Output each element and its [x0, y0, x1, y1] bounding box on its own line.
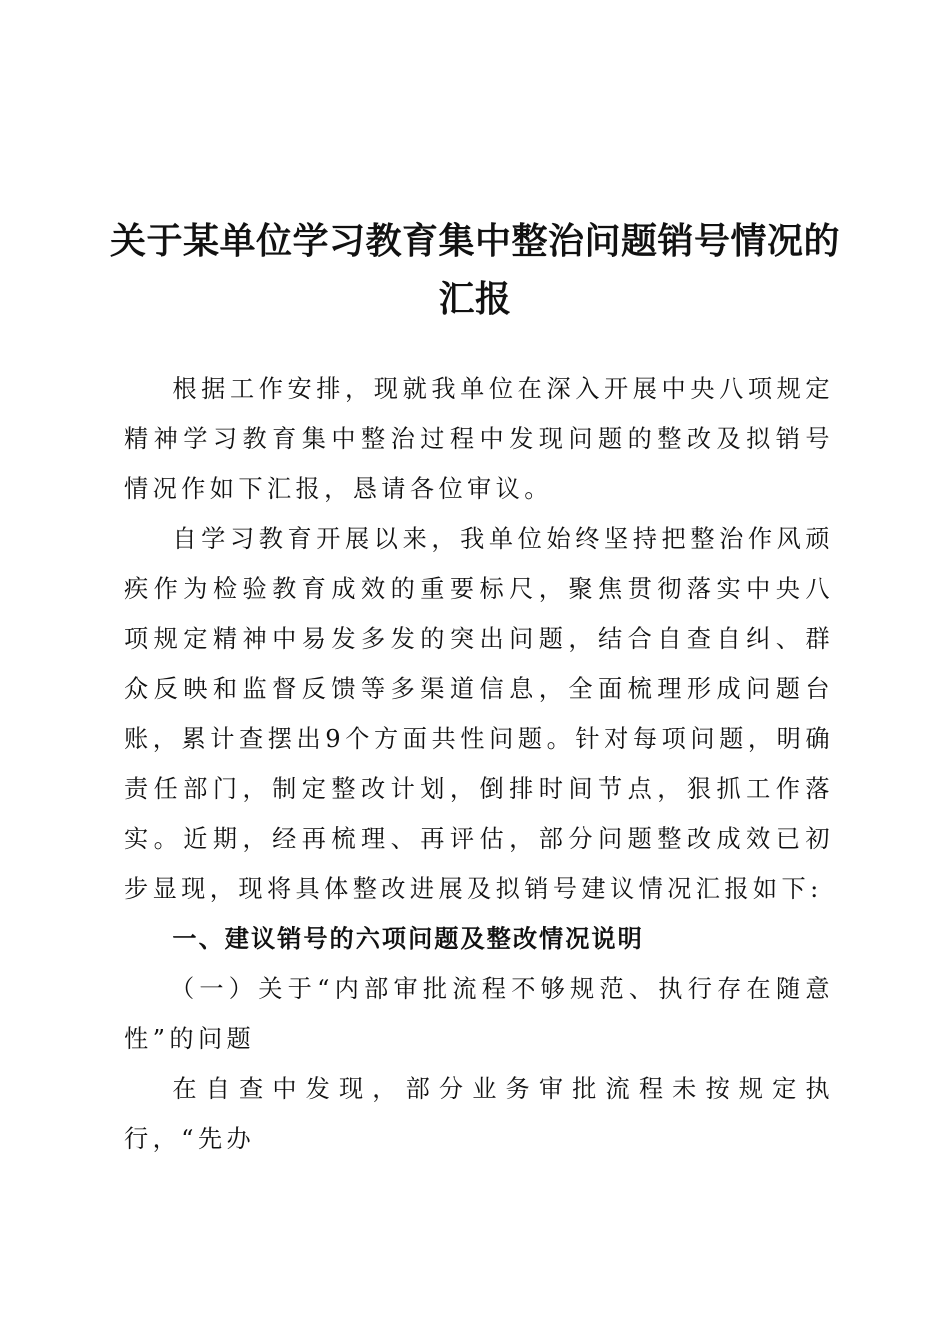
paragraph-intro: 根据工作安排，现就我单位在深入开展中央八项规定精神学习教育集中整治过程中发现问题的整改及拟销号情况作如下汇报，恳请各位审议。	[124, 375, 834, 503]
section-heading: 一、建议销号的六项问题及整改情况说明	[172, 925, 644, 953]
title-line-2: 汇报	[438, 278, 512, 320]
paragraph-issue-1: 在自查中发现，部分业务审批流程未按规定执行，“先办	[124, 1075, 834, 1153]
paragraph-background: 自学习教育开展以来，我单位始终坚持把整治作风顽疾作为检验教育成效的重要标尺，聚焦贯彻落实中央八项规定精神中易发多发的突出问题，结合自查自纠、群众反映和监督反馈等多渠道信息，全面梳理形成问题台账，累计查摆出9个方面共性问题。针对每项问题，明确责任部门，制定整改计划，倒排时间节点，狠抓工作落实。近期，经再梳理、再评估，部分问题整改成效已初步显现，现将具体整改进展及拟销号建议情况汇报如下:	[124, 525, 834, 903]
document-body	[124, 364, 834, 1164]
document-title	[100, 212, 850, 328]
subsection-heading: （一）关于“内部审批流程不够规范、执行存在随意性”的问题	[124, 975, 834, 1053]
title-line-1: 关于某单位学习教育集中整治问题销号情况的	[109, 220, 840, 262]
